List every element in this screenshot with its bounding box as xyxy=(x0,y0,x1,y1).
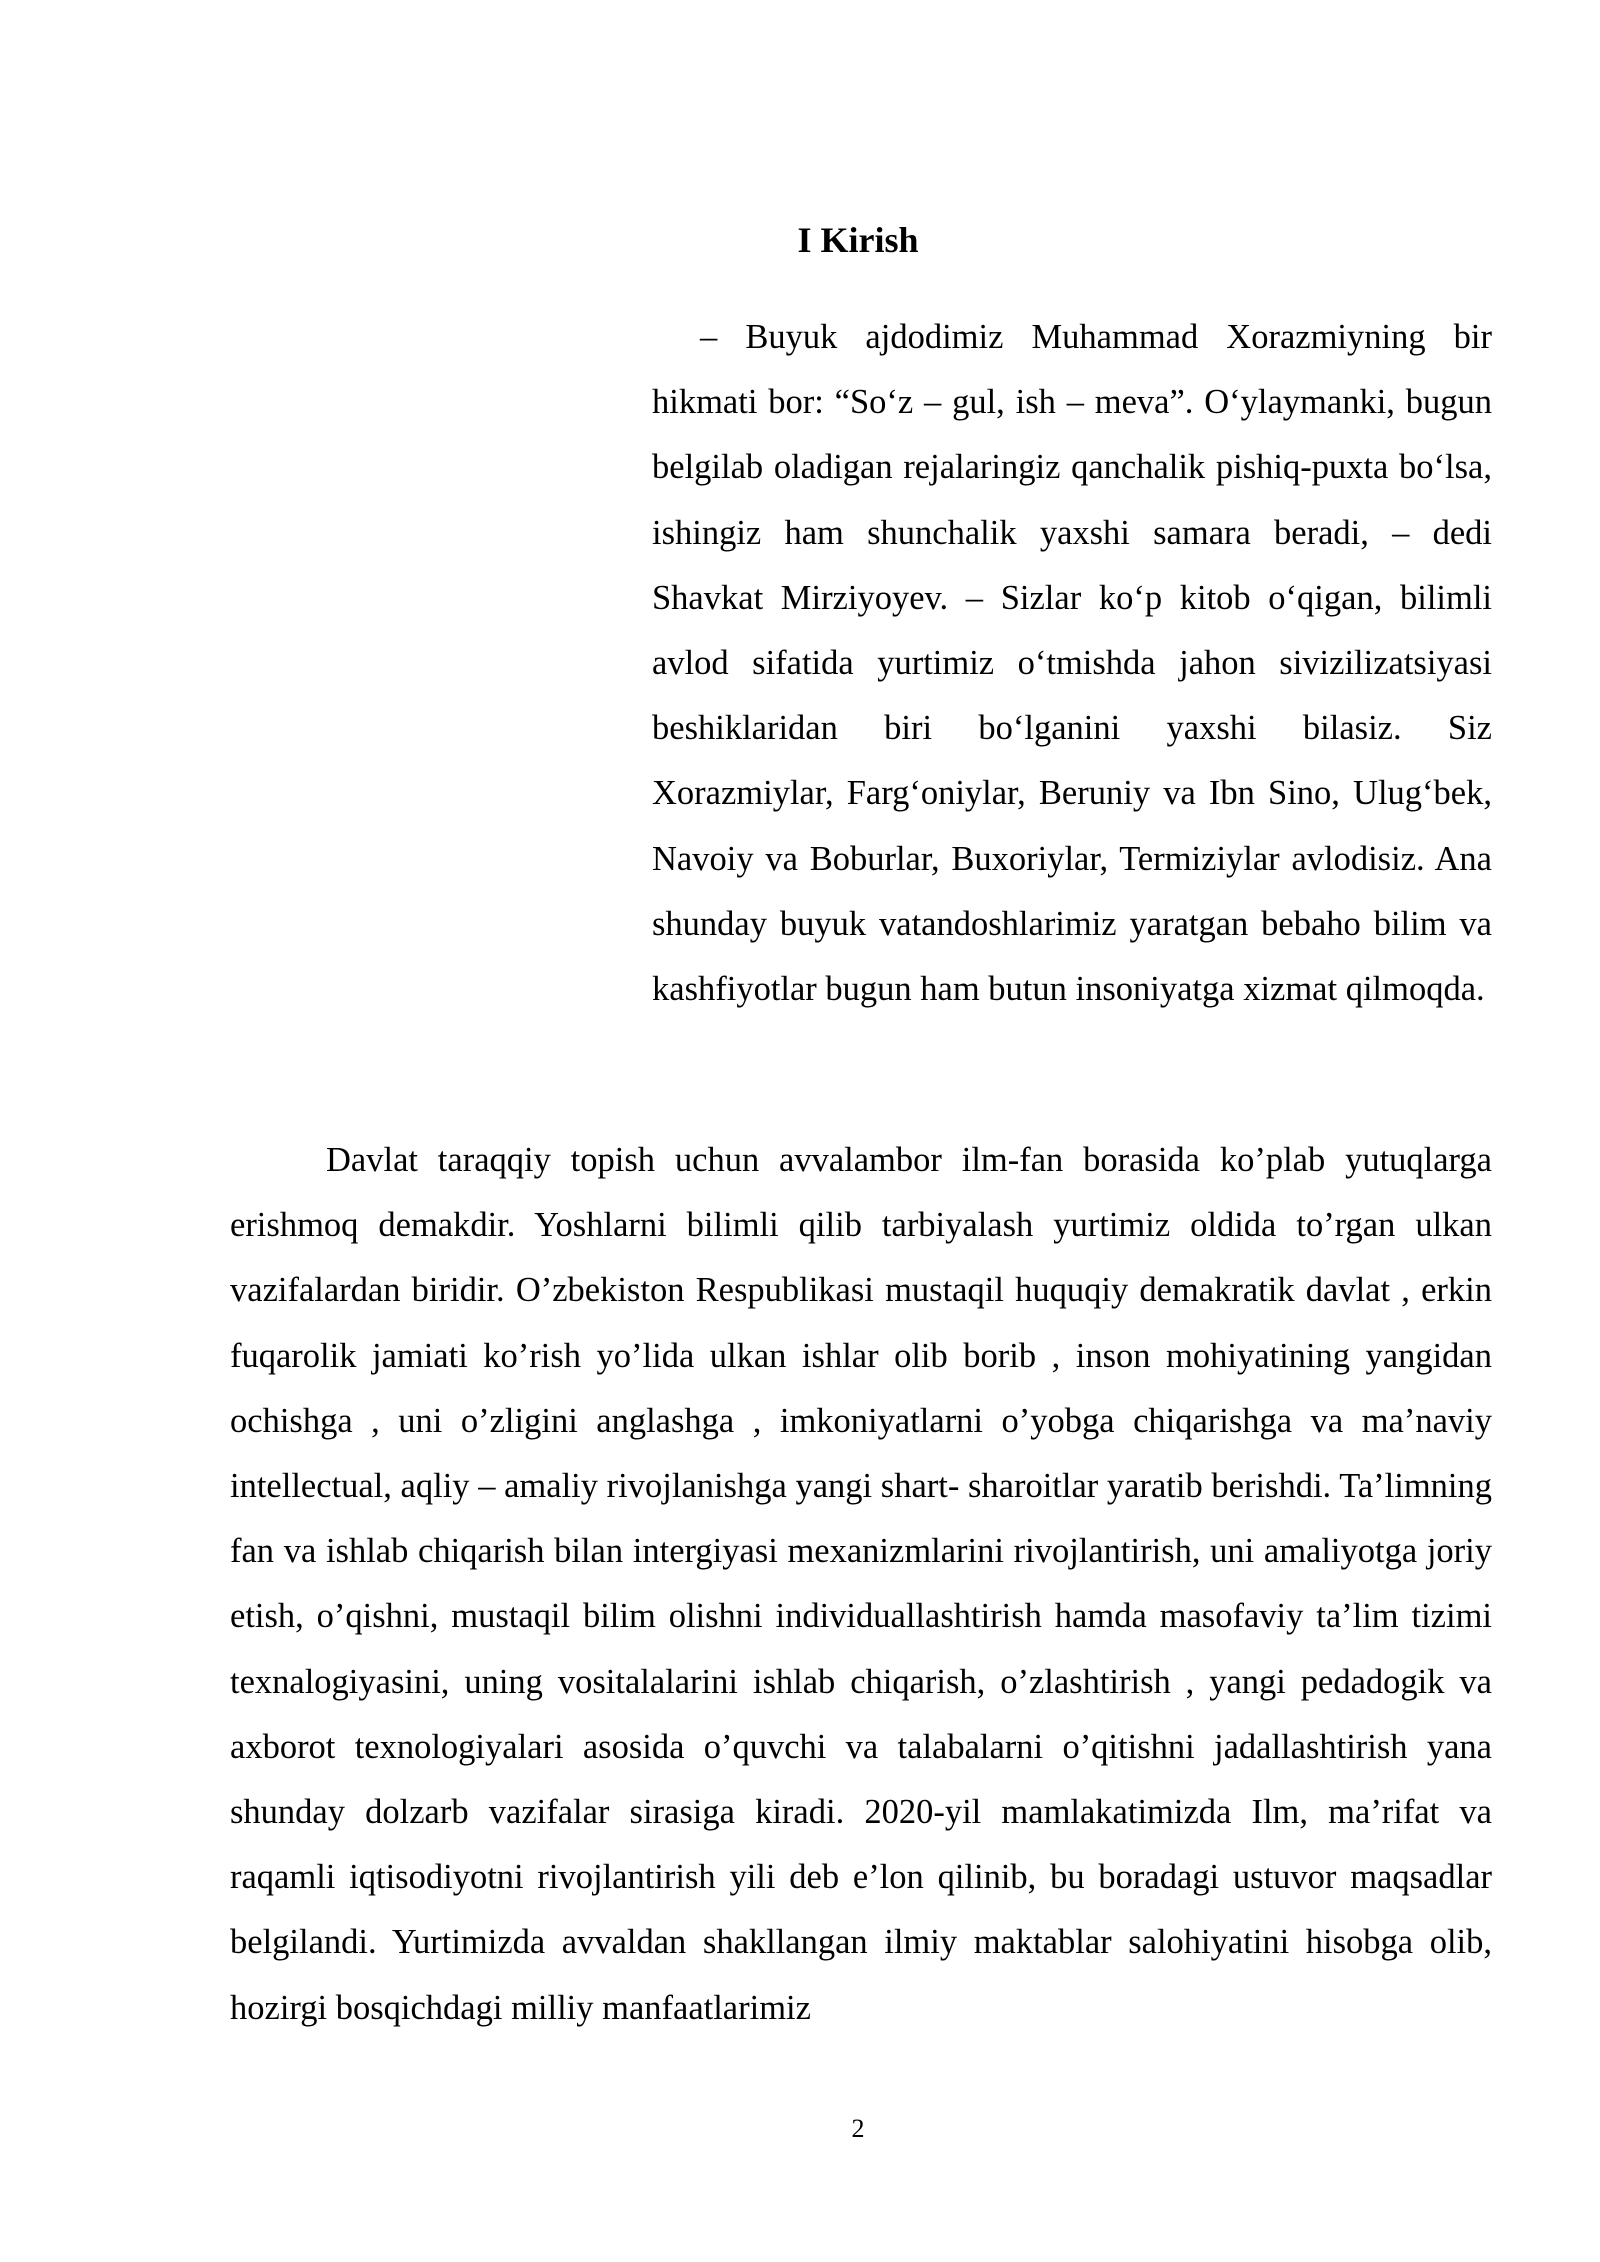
body-paragraph-text: Davlat taraqqiy topish uchun avvalambor ilm-fan borasida ko’plab yutuqlarga erishmoq demakdir. Yoshlarni bilimli qilib tarbiyalash yurtimiz oldida to’rgan ulkan vazifalardan biridir. O’zbekiston Respublikasi mustaqil huquqiy demakratik davlat , erkin fuqarolik jamiati ko’rish yo’lida ulkan ishlar olib borib , inson mohiyatining yangidan ochishga , uni o’zligini anglashga , imkoniyatlarni o’yobga chiqarishga va ma’naviy intellectual, aqliy – amaliy rivojlanishga yangi shart- sharoitlar yaratib berishdi. Ta’limning fan va ishlab chiqarish bilan intergiyasi mexanizmlarini rivojlantirish, uni amaliyotga joriy etish, o’qishni, mustaqil bilim olishni individuallashtirish hamda masofaviy ta’lim tizimi texnalogiyasini, uning vositalalarini ishlab chiqarish, o’zlashtirish , yangi pedadogik va axborot texnologiyalari asosida o’quvchi va talabalarni o’qitishni jadallashtirish yana shunday dolzarb vazifalar sirasiga kiradi. 2020-yil mamlakatimizda Ilm, ma’rifat va raqamli iqtisodiyotni rivojlantirish yili deb e’lon qilinib, bu boradagi ustuvor maqsadlar belgilandi. Yurtimizda avvaldan shakllangan ilmiy maktablar salohiyatini hisobga olib, hozirgi bosqichdagi milliy manfaatlarimiz xyxy=(230,1141,1492,2027)
section-title xyxy=(0,214,1600,266)
epigraph-text: – Buyuk ajdodimiz Muhammad Xorazmiyning bir hikmati bor: “So‘z – gul, ish – meva”. O‘ylaymanki, bugun belgilab oladigan rejalaringiz qanchalik pishiq-puxta bo‘lsa, ishingiz ham shunchalik yaxshi samara beradi, – dedi Shavkat Mirziyoyev. – Sizlar ko‘p kitob o‘qigan, bilimli avlod sifatida yurtimiz o‘tmishda jahon sivizilizatsiyasi beshiklaridan biri bo‘lganini yaxshi bilasiz. Siz Xorazmiylar, Farg‘oniylar, Beruniy va Ibn Sino, Ulug‘bek, Navoiy va Boburlar, Buxoriylar, Termiziylar avlodisiz. Ana shunday buyuk vatandoshlarimiz yaratgan bebaho bilim va kashfiyotlar bugun ham butun insoniyatga xizmat qilmoqda. xyxy=(652,318,1492,1009)
body-paragraph xyxy=(230,1128,1492,2041)
page-number xyxy=(0,2114,1600,2144)
section-title-text: I Kirish xyxy=(797,220,919,260)
epigraph-quote xyxy=(652,305,1492,1022)
page-number-text: 2 xyxy=(851,2114,865,2143)
